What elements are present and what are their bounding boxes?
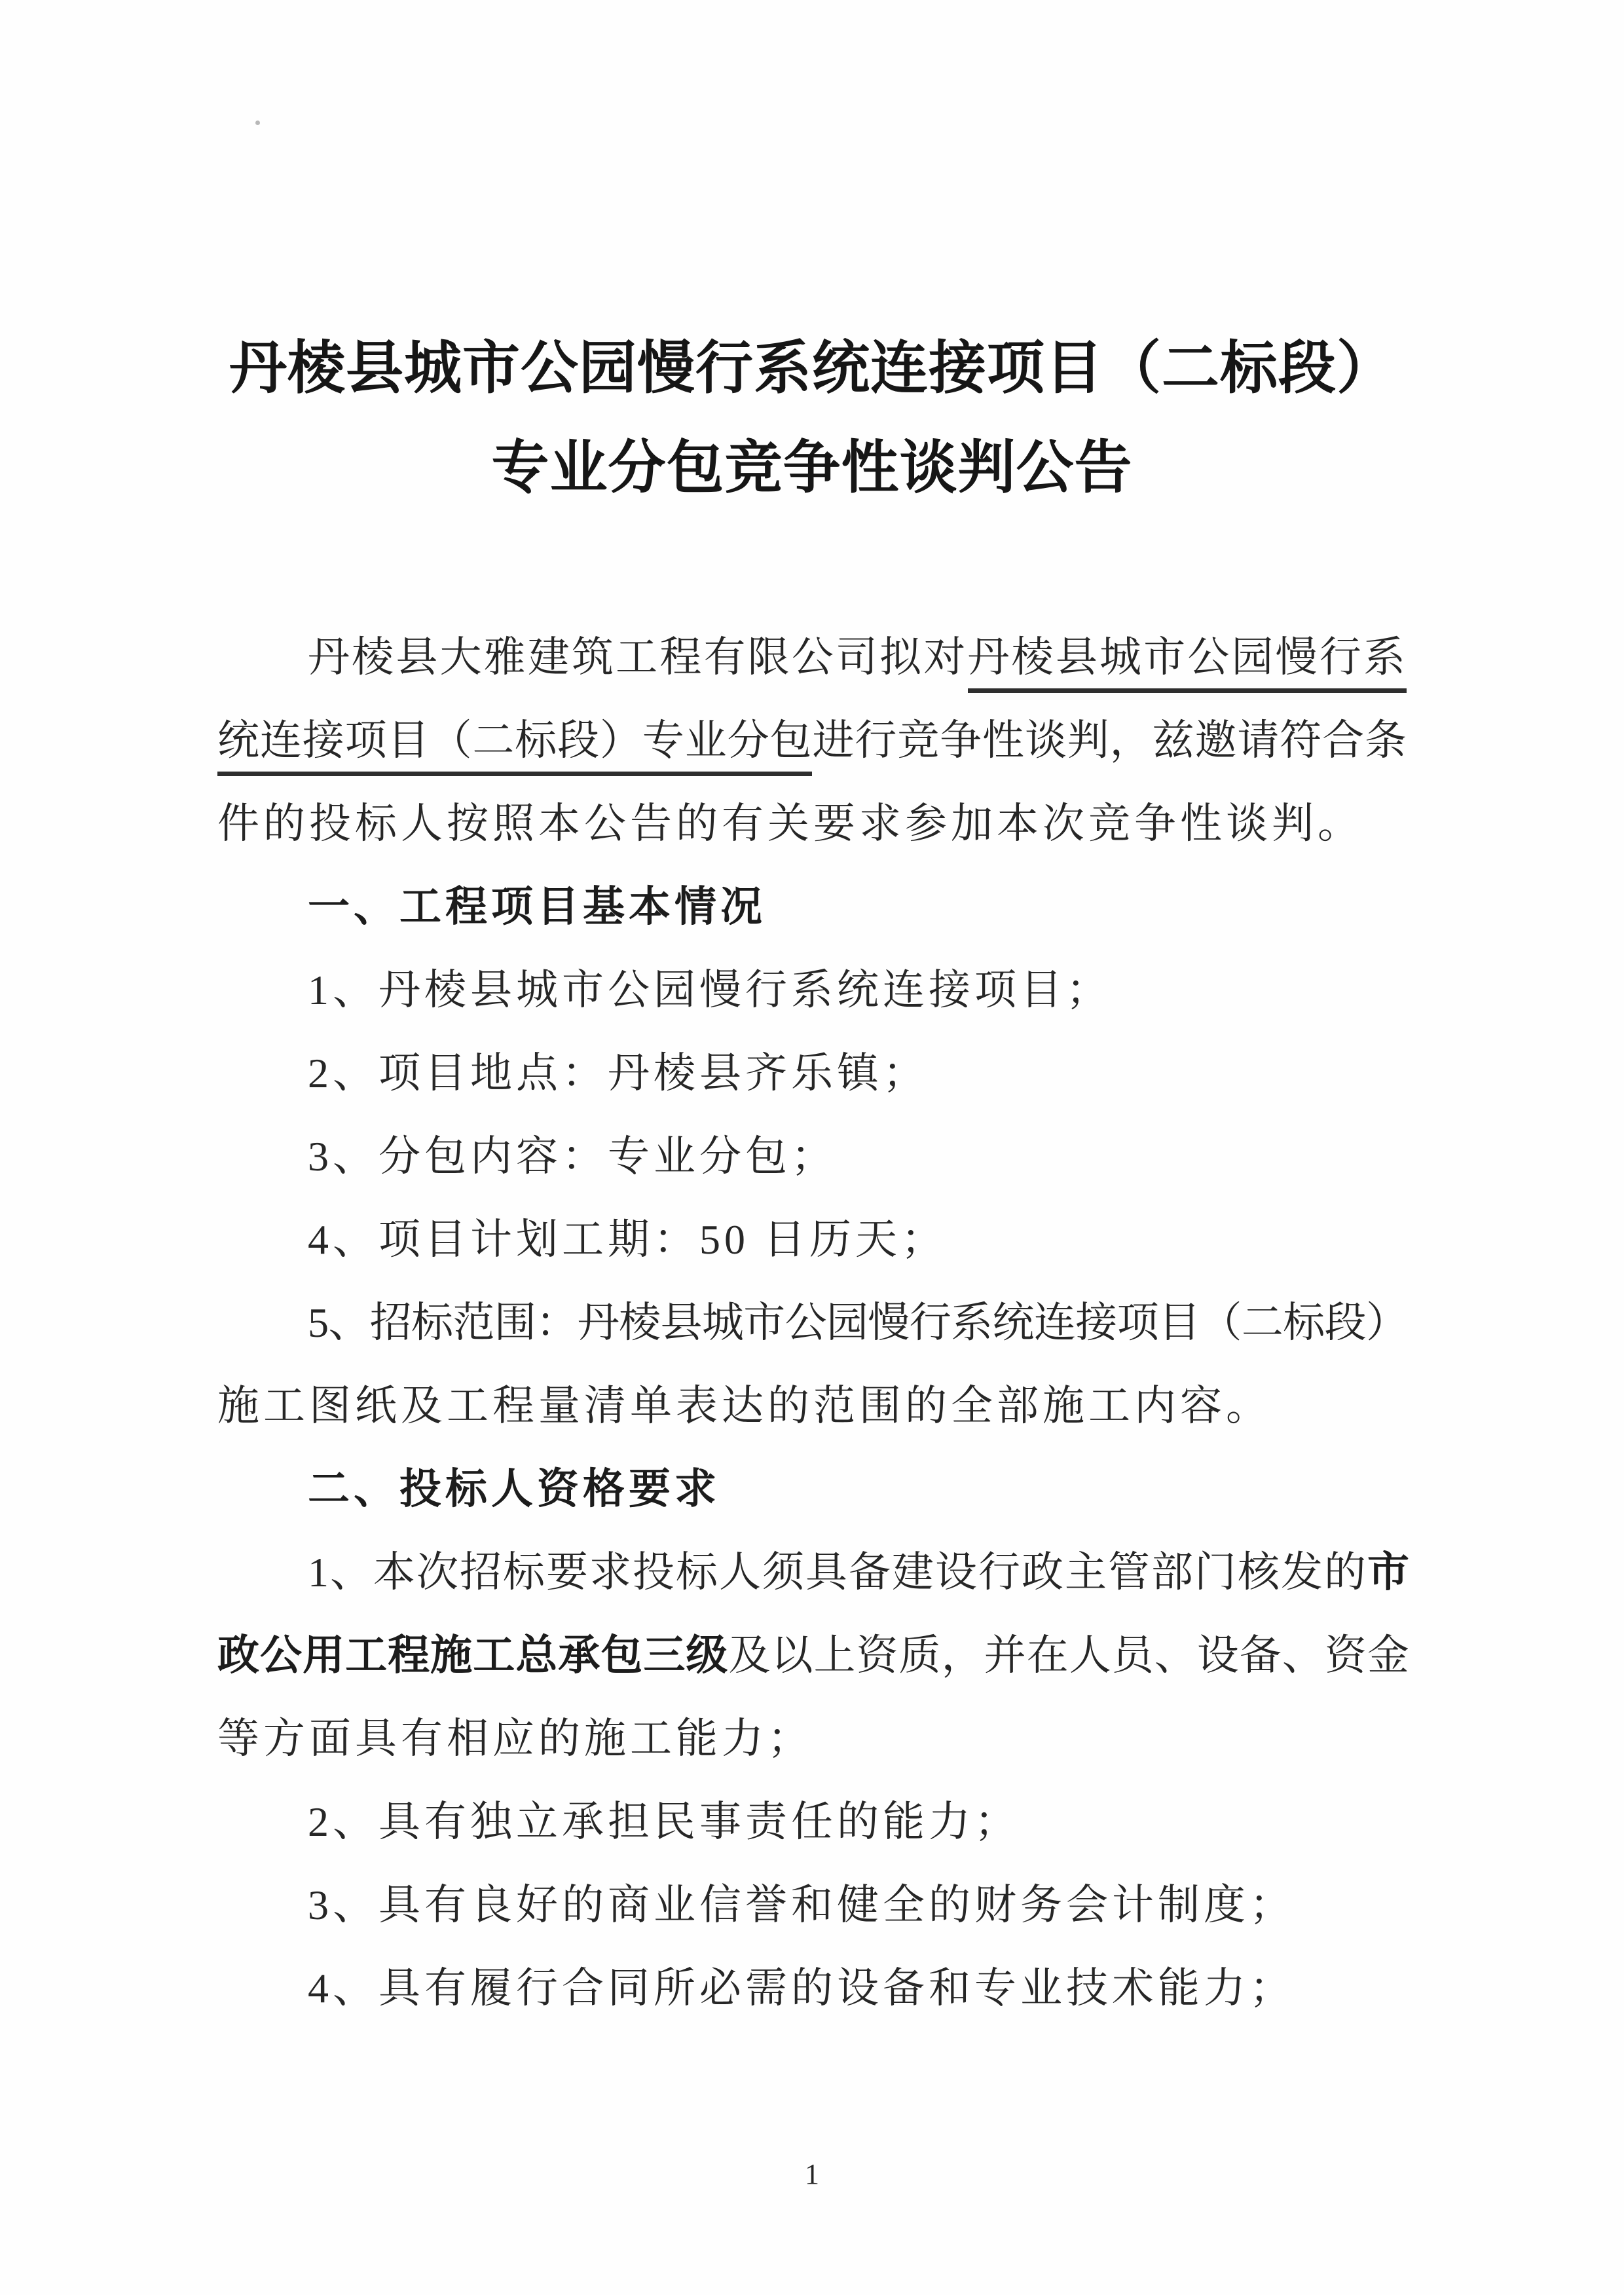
intro-line-2-text: 进行竞争性谈判，兹邀请符合条: [812, 717, 1407, 764]
section-1-item-3: 3、分包内容：专业分包；: [308, 1133, 837, 1180]
section-2-item-1-line-1-text: 1、本次招标要求投标人须具备建设行政主管部门核发的: [308, 1549, 1367, 1595]
section-2-item-3: 3、具有良好的商业信誉和健全的财务会计制度；: [308, 1882, 1295, 1928]
document-title-line-2: 专业分包竞争性谈判公告: [491, 437, 1133, 500]
section-2-item-1-line-1: [217, 1531, 1407, 1614]
intro-line-1-text: 丹棱县大雅建筑工程有限公司拟对: [308, 634, 968, 681]
section-1-item-1: 1、丹棱县城市公园慢行系统连接项目；: [308, 967, 1112, 1013]
section-2-item-1-line-3: 等方面具有相应的施工能力；: [217, 1715, 813, 1762]
intro-line-2-underlined-text: 统连接项目（二标段）专业分包: [217, 717, 812, 776]
intro-paragraph-line-1: [217, 616, 1407, 699]
section-2-heading: 二、投标人资格要求: [308, 1466, 720, 1512]
section-1-item-5-line-2: 施工图纸及工程量清单表达的范围的全部施工内容。: [217, 1383, 1272, 1429]
document-title-block: [0, 320, 1624, 519]
intro-paragraph-line-3: 件的投标人按照本公告的有关要求参加本次竞争性谈判。: [217, 800, 1363, 847]
section-1-heading: 一、工程项目基本情况: [308, 884, 766, 930]
section-1-item-4: 4、项目计划工期：50 日历天；: [308, 1216, 947, 1263]
section-2-item-2: 2、具有独立承担民事责任的能力；: [308, 1799, 1020, 1845]
scan-speck-artifact: [255, 121, 260, 125]
document-body: [217, 616, 1407, 2030]
page-number: 1: [805, 2158, 819, 2190]
section-2-item-1-line-1-bold-text: 市: [1367, 1549, 1407, 1595]
section-2-item-4: 4、具有履行合同所必需的设备和专业技术能力；: [308, 1965, 1295, 2011]
section-2-item-1-line-2-bold-text: 政公用工程施工总承包三级: [217, 1632, 729, 1679]
intro-line-1-underlined-text: 丹棱县城市公园慢行系: [968, 634, 1407, 693]
section-1-item-5-line-1: 5、招标范围：丹棱县城市公园慢行系统连接项目（二标段）: [308, 1299, 1407, 1346]
section-1-item-2: 2、项目地点：丹棱县齐乐镇；: [308, 1050, 929, 1096]
section-2-item-1-line-2-text: 及以上资质，并在人员、设备、资金: [728, 1632, 1407, 1679]
section-2-item-1-line-2: [217, 1614, 1407, 1697]
document-title-line-1: 丹棱县城市公园慢行系统连接项目（二标段）: [229, 337, 1395, 401]
intro-paragraph-line-2: [217, 699, 1407, 782]
